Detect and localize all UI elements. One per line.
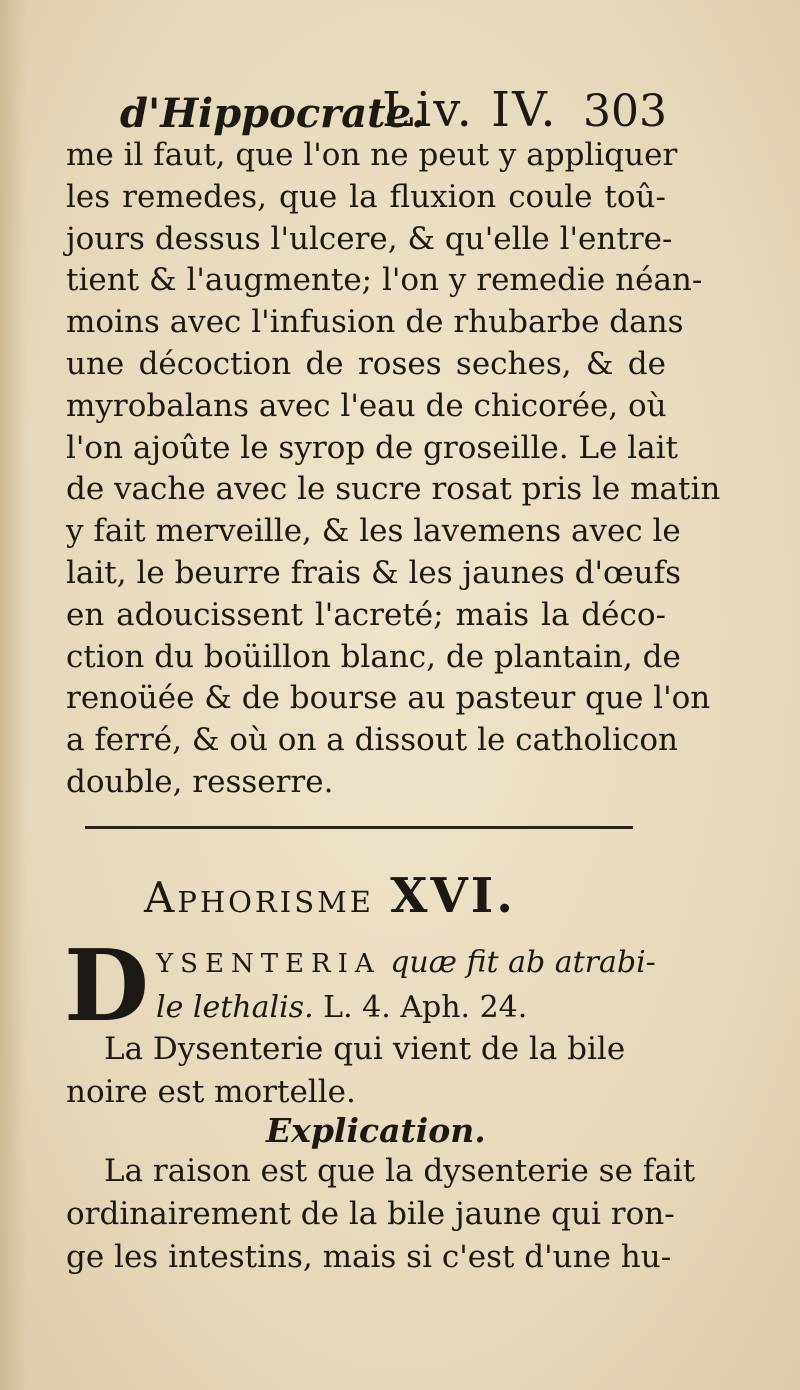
body-line: a ferré, & où on a dissout le catholicon bbox=[66, 722, 678, 759]
aphorism-french bbox=[66, 1028, 666, 1114]
body-line: tient & l'augmente; l'on y remedie néan- bbox=[66, 262, 703, 299]
french-line: La Dysenterie qui vient de la bile bbox=[104, 1031, 626, 1067]
running-head-author: d'Hippocrate. bbox=[120, 90, 426, 137]
aphorism-label: Aphorisme bbox=[144, 873, 374, 922]
body-line: jours dessus l'ulcere, & qu'elle l'entre- bbox=[66, 220, 673, 257]
body-line: renoüée & de bourse au pasteur que l'on bbox=[66, 680, 711, 717]
body-line: me il faut, que l'on ne peut y appliquer bbox=[66, 137, 678, 173]
explication-line: ordinairement de la bile jaune qui ron- bbox=[66, 1196, 675, 1232]
aphorism-reference: L. 4. Aph. 24. bbox=[323, 990, 528, 1025]
french-line: noire est mortelle. bbox=[66, 1074, 356, 1110]
latin-smallcaps: YSENTERIA bbox=[156, 949, 381, 979]
body-line: lait, le beurre frais & les jaunes d'œufs bbox=[66, 554, 682, 591]
explication-line: La raison est que la dysenterie se fait bbox=[104, 1153, 696, 1189]
running-head bbox=[0, 82, 800, 142]
body-line: une décoction de roses seches, & de bbox=[66, 345, 666, 382]
body-line: en adoucissent l'acreté; mais la déco- bbox=[66, 596, 666, 633]
explication-line: ge les intestins, mais si c'est d'une hu- bbox=[66, 1239, 672, 1275]
page-number: 303 bbox=[583, 86, 667, 137]
section-divider-rule bbox=[85, 826, 633, 829]
aphorism-numeral: XVI. bbox=[390, 868, 516, 924]
body-line: y fait merveille, & les lavemens avec le bbox=[66, 513, 681, 550]
aphorism-latin bbox=[156, 941, 676, 1030]
body-line: l'on ajoûte le syrop de groseille. Le lait bbox=[66, 429, 678, 466]
explication-text bbox=[66, 1150, 696, 1279]
explication-heading: Explication. bbox=[266, 1111, 486, 1150]
body-line: de vache avec le sucre rosat pris le matin bbox=[66, 471, 721, 508]
latin-italic-line-1: quæ fit ab atrabi- bbox=[390, 945, 656, 980]
aphorism-title bbox=[144, 868, 516, 924]
latin-italic-line-2: le lethalis. bbox=[156, 990, 314, 1025]
page-gutter-shadow bbox=[0, 0, 26, 1390]
running-head-book: Liv. IV. bbox=[382, 82, 558, 138]
body-text bbox=[66, 135, 721, 804]
body-line: ction du boüillon blanc, de plantain, de bbox=[66, 638, 681, 675]
body-line: double, resserre. bbox=[66, 763, 334, 800]
body-line: moins avec l'infusion de rhubarbe dans bbox=[66, 304, 684, 341]
drop-cap: D bbox=[64, 929, 149, 1044]
body-line: myrobalans avec l'eau de chicorée, où bbox=[66, 387, 667, 424]
body-line: les remedes, que la fluxion coule toû- bbox=[66, 178, 666, 215]
